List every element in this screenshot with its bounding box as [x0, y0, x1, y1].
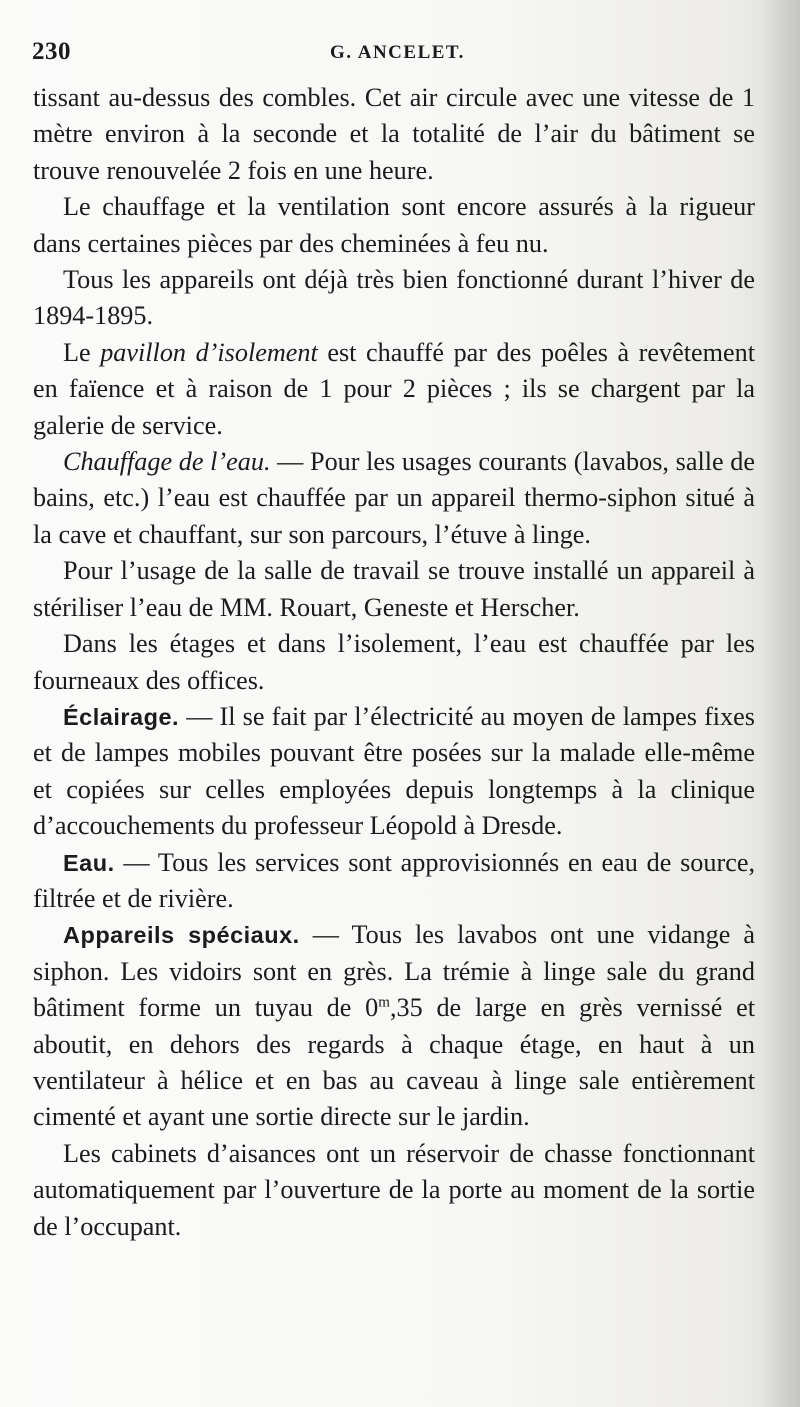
running-head: G. ANCELET.: [330, 42, 465, 63]
paragraph-water-supply: [33, 845, 755, 918]
paragraph-lighting: [33, 699, 755, 845]
paragraph-winter-operation: Tous les appareils ont déjà très bien fonctionné durant l’hiver de 1894-1895.: [33, 265, 755, 331]
section-heading: Chauffage de l’eau.: [63, 447, 271, 477]
page-edge-shadow: [760, 0, 800, 1407]
paragraph-sterilizer: Pour l’usage de la salle de travail se trouve installé un appareil à stériliser l’eau de MM. Rouart, Geneste et Herscher.: [33, 556, 755, 622]
text-run: — Tous les lavabos ont une vidange à siphon. Les vidoirs sont en grès. La trémie à linge sale du grand bâtiment forme un tuyau de 0: [33, 920, 755, 1023]
paragraph-water-heating: [33, 444, 755, 553]
paragraph-special-equipment: [33, 917, 755, 1135]
text-run: ,35 de large en grès vernissé et aboutit, en dehors des regards à chaque étage, en haut à un ventilateur à hélice et en bas au caveau à linge sale entièrement cimenté et ayant une sortie directe sur le jardin.: [33, 993, 756, 1132]
paragraph-office-stoves: Dans les étages et dans l’isolement, l’eau est chauffée par les fourneaux des offices.: [33, 629, 755, 695]
text-run: est chauffé par des poêles à revêtement en faïence et à raison de 1 pour 2 pièces ; ils se chargent par la galerie de service.: [33, 337, 755, 440]
section-heading: Appareils spéciaux.: [63, 922, 300, 949]
paragraph-air-circulation: tissant au-dessus des combles. Cet air circule avec une vitesse de 1 mètre environ à la seconde et la totalité de l’air du bâtiment se trouve renouvelée 2 fois en une heure.: [33, 83, 755, 185]
section-heading: Eau.: [63, 849, 115, 876]
text-run: — Tous les services sont approvisionnés en eau de source, filtrée et de rivière.: [33, 847, 755, 913]
text-run: — Pour les usages courants (lavabos, salle de bains, etc.) l’eau est chauffée par un appareil thermo-siphon situé à la cave et chauffant, sur son parcours, l’étuve à linge.: [33, 447, 755, 549]
paragraph-toilets: Les cabinets d’aisances ont un réservoir de chasse fonctionnant automatiquement par l’ouverture de la porte au moment de la sortie de l’occupant.: [33, 1138, 755, 1241]
paragraph-fireplaces: Le chauffage et la ventilation sont encore assurés à la rigueur dans certaines pièces par des cheminées à feu nu.: [33, 192, 755, 258]
page-header: [32, 38, 762, 72]
text-run: — Il se fait par l’électricité au moyen de lampes fixes et de lampes mobiles pouvant être posées sur la malade elle-même et copiées sur celles employées depuis longtemps à la clinique d’accouchements du professeur Léopold à Dresde.: [33, 701, 755, 841]
body-text: [33, 80, 755, 1245]
page-number: 230: [32, 38, 71, 65]
text-run: Le: [63, 337, 101, 367]
section-heading: Éclairage.: [63, 703, 180, 730]
paragraph-isolation-pavilion: [33, 335, 755, 444]
italic-term: pavillon d’isolement: [100, 337, 318, 367]
superscript-unit: m: [378, 994, 390, 1011]
